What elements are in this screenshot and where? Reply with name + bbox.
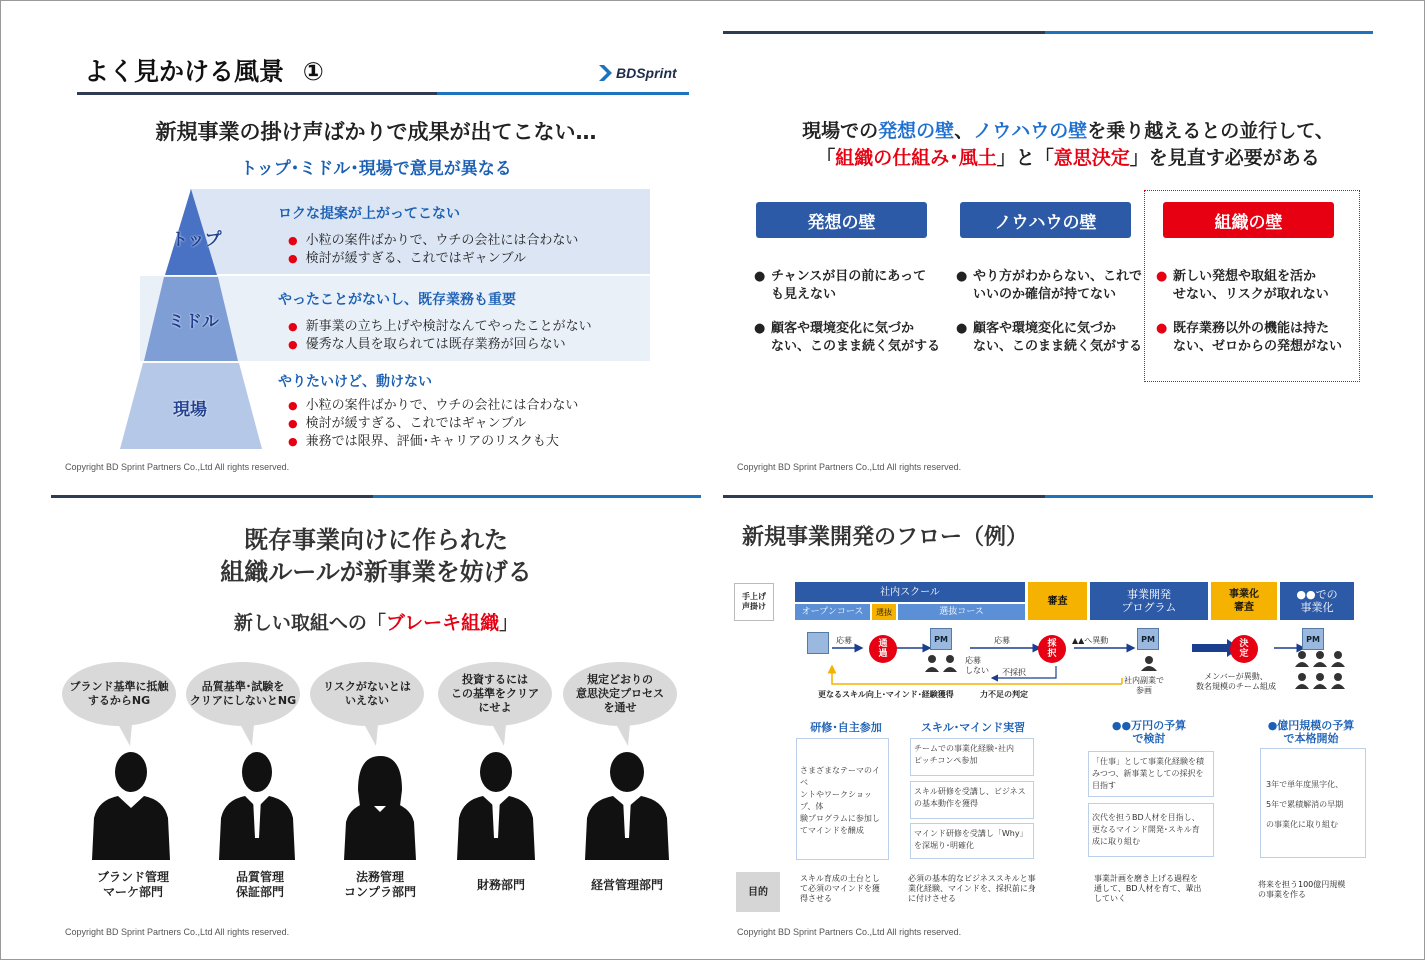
select-course-header: 選抜コース bbox=[898, 604, 1025, 620]
copyright: Copyright BD Sprint Partners Co.,Ltd All rights reserved. bbox=[65, 927, 290, 937]
phase-2-note-2: スキル研修を受講し、ビジネス の基本動作を獲得 bbox=[910, 781, 1034, 819]
loop-note: 更なるスキル向上･マインド･経験獲得 bbox=[818, 690, 954, 699]
tier-field-head: やりたいけど、動けない bbox=[278, 374, 432, 390]
phase-1-head: 研修･自主参加 bbox=[810, 721, 882, 734]
logo-chevron-icon bbox=[598, 64, 614, 82]
biz-header: ●●での 事業化 bbox=[1280, 582, 1354, 620]
bubble-finance: 投資するには この基準をクリア にせよ bbox=[438, 662, 552, 726]
adopt-circle: 採 択 bbox=[1038, 635, 1066, 663]
title-underline-blue bbox=[437, 92, 689, 95]
bubble-management: 規定どおりの 意思決定プロセス を通せ bbox=[563, 662, 677, 726]
open-course-header: オープンコース bbox=[795, 604, 870, 620]
copyright: Copyright BD Sprint Partners Co.,Ltd All rights reserved. bbox=[65, 462, 290, 472]
dept-management: 経営管理部門 bbox=[590, 878, 663, 892]
apply-label-1: 応募 bbox=[836, 636, 852, 645]
slide-1-subheading: トップ･ミドル･現場で意見が異なる bbox=[240, 159, 512, 179]
tier-top-bullet-1: ● 小粒の案件ばかりで、ウチの会社には合わない bbox=[288, 233, 579, 248]
apply-label-2: 応募 bbox=[994, 636, 1010, 645]
person-woman-icon bbox=[340, 750, 420, 860]
bubble-tails bbox=[0, 720, 712, 750]
school-header: 社内スクール bbox=[795, 582, 1025, 602]
slide-3-subtitle: 新しい取組への「ブレーキ組織」 bbox=[233, 612, 519, 634]
tier-top-bullet-2: ● 検討が緩すぎる、これではギャンブル bbox=[288, 251, 527, 266]
pm-icon-1: PM bbox=[930, 628, 952, 650]
slide-2-line-1: 現場での発想の壁、ノウハウの壁を乗り越えるとの並行して、 bbox=[802, 120, 1334, 142]
program-header: 事業開発 プログラム bbox=[1090, 582, 1208, 620]
tier-label-top: トップ bbox=[171, 230, 222, 250]
tier-label-middle: ミドル bbox=[168, 312, 219, 332]
team-icon-3 bbox=[1292, 650, 1348, 690]
phase-1-note: さまざまなテーマのイベ ントやワークショップ、体 験プログラムに参加し てマインドを醸成 bbox=[796, 738, 889, 860]
phase-4-note: 3年で単年度黒字化、 5年で累積解消の早期 の事業化に取り組む bbox=[1260, 748, 1366, 858]
applicant-icon bbox=[807, 632, 829, 654]
pm-icon-3: PM bbox=[1302, 628, 1324, 650]
top-bar-blue bbox=[1045, 495, 1373, 498]
person-casual-icon bbox=[88, 748, 174, 860]
phase-3-note-2: 次代を担うBD人材を目指し、 更なるマインド開発･スキル育 成に取り組む bbox=[1088, 803, 1214, 857]
phase-1-purpose: スキル育成の土台とし て必須のマインドを獲 得させる bbox=[800, 874, 880, 903]
not-adopt-label: 不採択 bbox=[1002, 668, 1026, 677]
biz-review-header: 事業化 審査 bbox=[1211, 582, 1277, 620]
slide-1-title: よく見かける風景 ① bbox=[84, 57, 324, 86]
review-header: 審査 bbox=[1028, 582, 1087, 620]
copyright: Copyright BD Sprint Partners Co.,Ltd All rights reserved. bbox=[737, 462, 962, 472]
wall-knowhow: ノウハウの壁 bbox=[960, 202, 1131, 238]
decide-circle: 決 定 bbox=[1230, 635, 1258, 663]
purpose-label: 目的 bbox=[736, 872, 780, 912]
top-bar-dark bbox=[723, 495, 1045, 498]
tier-field-bullet-1: ● 小粒の案件ばかりで、ウチの会社には合わない bbox=[288, 398, 579, 413]
person-manager-icon bbox=[583, 748, 671, 860]
person-finance-icon bbox=[453, 748, 539, 860]
pass-circle: 通 過 bbox=[869, 635, 897, 663]
selection-header: 選抜 bbox=[872, 604, 896, 620]
person-suit-icon bbox=[217, 748, 297, 860]
dept-legal: 法務管理 コンプラ部門 bbox=[343, 870, 416, 899]
tier-middle-bullet-1: ● 新事業の立ち上げや検討なんてやったことがない bbox=[288, 319, 592, 334]
slide-1 bbox=[0, 0, 712, 480]
team-icon-1 bbox=[922, 654, 962, 672]
tier-field-bullet-3: ● 兼務では限界、評価･キャリアのリスクも大 bbox=[288, 434, 559, 449]
hand-raise-label: 手上げ 声掛け bbox=[734, 583, 774, 621]
top-bar-blue bbox=[373, 495, 701, 498]
phase-3-purpose: 事業計画を磨き上げる過程を 通して、BD人材を育て、輩出 していく bbox=[1094, 874, 1202, 903]
slide-number: ① bbox=[302, 57, 324, 86]
wall-organization: 組織の壁 bbox=[1163, 202, 1334, 238]
no-apply-label: 応募 しない bbox=[965, 656, 989, 675]
phase-2-purpose: 必須の基本的なビジネススキルと事 業化経験、マインドを、採択前に身 に付けさせる bbox=[908, 874, 1036, 903]
phase-3-note-1: 「仕事」として事業化経験を積 みつつ、新事業としての採択を 目指す bbox=[1088, 751, 1214, 797]
phase-2-note-1: チームでの事業化経験･社内 ピッチコンペ参加 bbox=[910, 738, 1034, 776]
bubble-brand: ブランド基準に抵触 するからNG bbox=[62, 662, 176, 726]
wall-idea: 発想の壁 bbox=[756, 202, 927, 238]
bdsprint-logo: BDSprint bbox=[598, 63, 677, 83]
slide-4-title: 新規事業開発のフロー（例） bbox=[742, 525, 1029, 550]
slide-4 bbox=[712, 480, 1424, 960]
lack-note: 力不足の判定 bbox=[980, 690, 1028, 699]
phase-2-head: スキル･マインド実習 bbox=[920, 721, 1026, 734]
dept-finance: 財務部門 bbox=[476, 878, 525, 892]
phase-4-head: ●億円規模の予算 で本格開始 bbox=[1267, 719, 1355, 745]
slide-3 bbox=[0, 480, 712, 960]
slide-2-line-2: 「組織の仕組み･風土」と「意思決定」を見直す必要がある bbox=[816, 147, 1320, 169]
slide-3-title: 既存事業向けに作られた 組織ルールが新事業を妨げる bbox=[220, 526, 532, 586]
tier-label-field: 現場 bbox=[173, 400, 207, 420]
bubble-legal: リスクがないとは いえない bbox=[310, 662, 424, 726]
bubble-quality: 品質基準･試験を クリアにしないとNG bbox=[186, 662, 300, 726]
member-note: メンバーが異動、 数名規模のチーム組成 bbox=[1196, 672, 1276, 691]
dept-brand: ブランド管理 マーケ部門 bbox=[96, 870, 169, 899]
person-icon-2 bbox=[1138, 655, 1160, 671]
tier-top-head: ロクな提案が上がってこない bbox=[278, 206, 460, 222]
transfer-label: ▲▲へ異動 bbox=[1072, 636, 1109, 645]
slide-1-heading: 新規事業の掛け声ばかりで成果が出てこない… bbox=[155, 120, 597, 144]
copyright: Copyright BD Sprint Partners Co.,Ltd All rights reserved. bbox=[737, 927, 962, 937]
title-underline-dark bbox=[77, 92, 437, 95]
tier-field-bullet-2: ● 検討が緩すぎる、これではギャンブル bbox=[288, 416, 527, 431]
phase-3-head: ●●万円の予算 で検討 bbox=[1111, 719, 1187, 745]
tier-middle-head: やったことがないし、既存業務も重要 bbox=[278, 292, 516, 308]
top-bar-dark bbox=[723, 31, 1045, 34]
phase-4-purpose: 将来を担う100億円規模 の事業を作る bbox=[1258, 880, 1346, 899]
pm-icon-2: PM bbox=[1137, 628, 1159, 650]
slide-2: 現場での発想の壁、ノウハウの壁を乗り越えるとの並行して、 「組織の仕組み･風土」と「意思決定」を見直す必要がある 発想の壁 ノウハウの壁 組織の壁 ● チャンスが目の前にあって も見えない ● 顧客や環境変化に気づか ない、このまま続く気がする ● やり方がわからない、これで いいのか確信が持てない ● 顧客や環境変化に気づか ない、このまま続く気がする ● 新しい発想や取組を活か せない、リスクが取れない ● 既存業務以外の機能は持た ない、ゼロからの発想がない Copyright BD Sprint Partners Co.,Ltd All rights reserved. bbox=[712, 0, 1424, 480]
dept-quality: 品質管理 保証部門 bbox=[235, 870, 284, 899]
phase-2-note-3: マインド研修を受講し「Why」 を深堀り･明確化 bbox=[910, 823, 1034, 859]
top-bar-blue bbox=[1045, 31, 1373, 34]
top-bar-dark bbox=[51, 495, 373, 498]
side-job-label: 社内副業で 参画 bbox=[1124, 676, 1164, 695]
tier-middle-bullet-2: ● 優秀な人員を取られては既存業務が回らない bbox=[288, 337, 566, 352]
